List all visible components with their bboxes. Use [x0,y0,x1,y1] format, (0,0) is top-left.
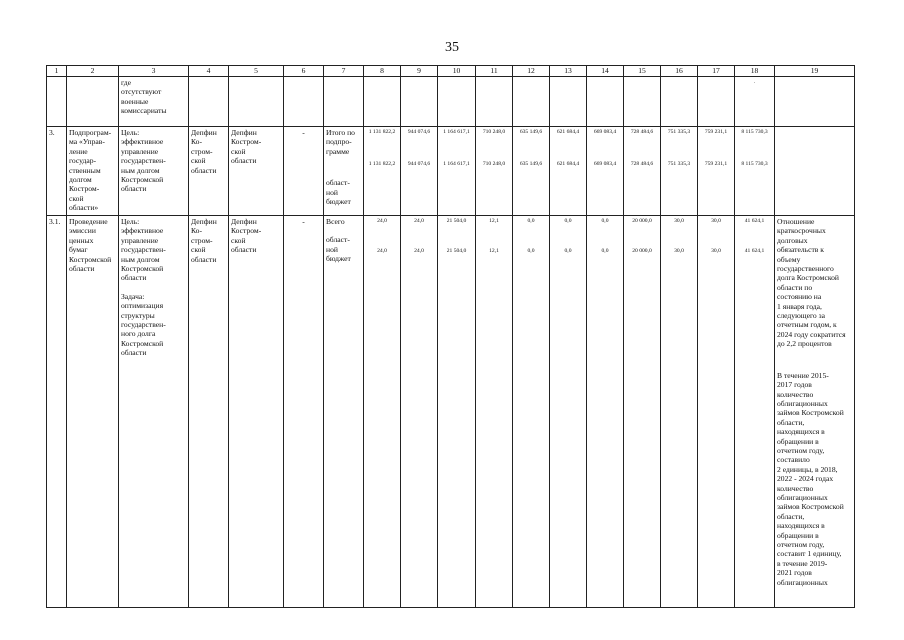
header-cell: 17 [698,66,735,77]
value-cell: 12,1 12,1 [476,216,513,608]
goal-cell: Цель: эффективное управление государствен- ным долгом Костромской области [119,127,189,216]
program-table [46,65,855,608]
total-cell: . [735,77,775,127]
header-cell: 7 [324,66,364,77]
value-cell: 635 149,6 635 149,6 [513,127,550,216]
participant-cell: Депфин Костром- ской области [229,216,284,608]
task-text: Задача: оптимизация структуры государствен- ного долга Костромской области [121,291,166,358]
source-budget: област- ной бюджет [326,235,351,264]
goal-cell: где отсутствуют военные комиссариаты [119,77,189,127]
value-cell: 621 684,4 621 684,4 [550,127,587,216]
header-cell: 9 [401,66,438,77]
value-cell: 0,0 0,0 [513,216,550,608]
header-cell: 12 [513,66,550,77]
page-number: 35 [445,40,459,55]
header-cell: 11 [476,66,513,77]
total-cell: 8 115 730,3 8 115 730,3 [735,127,775,216]
row-number: 3. [47,127,67,216]
header-cell: 8 [364,66,401,77]
value-cell: 0,0 0,0 [550,216,587,608]
value-cell: 1 131 822,2 1 131 822,2 [364,127,401,216]
value-cell: 728 484,6 728 484,6 [624,127,661,216]
header-cell: 1 [47,66,67,77]
measure-name: Проведение эмиссии ценных бумаг Костромской области [67,216,119,608]
result-cell [775,216,855,608]
value-cell: 24,0 24,0 [364,216,401,608]
header-cell: 18 [735,66,775,77]
header-cell: 13 [550,66,587,77]
source-total: Итого по подпро- грамме [326,128,355,156]
dash-cell: - [284,216,324,608]
value-cell: 20 000,0 20 000,0 [624,216,661,608]
value-cell: 759 231,1 759 231,1 [698,127,735,216]
header-cell: 2 [67,66,119,77]
result-text: В течение 2015- 2017 годов количество облигационных займов Костромской области, находящихся в обращении в отчетном году, составило 2 единицы, в 2018, 2022 - 2024 годах количество облигационных займов Костромской области, находящихся в обращении в отчетном году, составит 1 единицу, в течение 2019- 2021 годов облигационных [777,370,844,587]
executor-cell: Депфин Ко- стром- ской области [189,216,229,608]
funding-source-cell [324,127,364,216]
header-cell: 4 [189,66,229,77]
header-cell: 10 [438,66,476,77]
value-cell: 669 083,4 669 083,4 [587,127,624,216]
header-cell: 3 [119,66,189,77]
value-cell: 30,0 30,0 [661,216,698,608]
value-cell: 944 074,6 944 074,6 [401,127,438,216]
header-cell: 19 [775,66,855,77]
value-cell: 710 248,0 710 248,0 [476,127,513,216]
goal-cell [119,216,189,608]
participant-cell: Депфин Костром- ской области [229,127,284,216]
row-number: 3.1. [47,216,67,608]
header-cell: 5 [229,66,284,77]
executor-cell: Депфин Ко- стром- ской области [189,127,229,216]
value-cell: 1 164 617,1 1 164 617,1 [438,127,476,216]
header-cell: 6 [284,66,324,77]
header-cell: 15 [624,66,661,77]
table-row-subprogram [47,127,855,216]
header-cell: 16 [661,66,698,77]
subprogram-name: Подпрограм- ма «Управ- ление государ- ственным долгом Костром- ской области» [67,127,119,216]
value-cell: 21 504,0 21 504,0 [438,216,476,608]
table-row-continuation [47,77,855,127]
header-row [47,66,855,77]
table-row-measure [47,216,855,608]
result-text: Отношение краткосрочных долговых обязательств к объему государственного долга Костромской области по состоянию на 1 января года, следующего за отчетным годом, к 2024 году сократится до 2,2 процентов [777,217,846,349]
value-cell: 0,0 0,0 [587,216,624,608]
source-budget: област- ной бюджет [326,178,351,207]
source-total: Всего [326,217,345,226]
value-cell: 24,0 24,0 [401,216,438,608]
header-cell: 14 [587,66,624,77]
value-cell: 751 335,3 751 335,3 [661,127,698,216]
goal-text: Цель: эффективное управление государствен- ным долгом Костромской области [121,217,166,283]
dash-cell: - [284,127,324,216]
total-cell: 41 624,1 41 624,1 [735,216,775,608]
value-cell: 30,0 30,0 [698,216,735,608]
funding-source-cell [324,216,364,608]
